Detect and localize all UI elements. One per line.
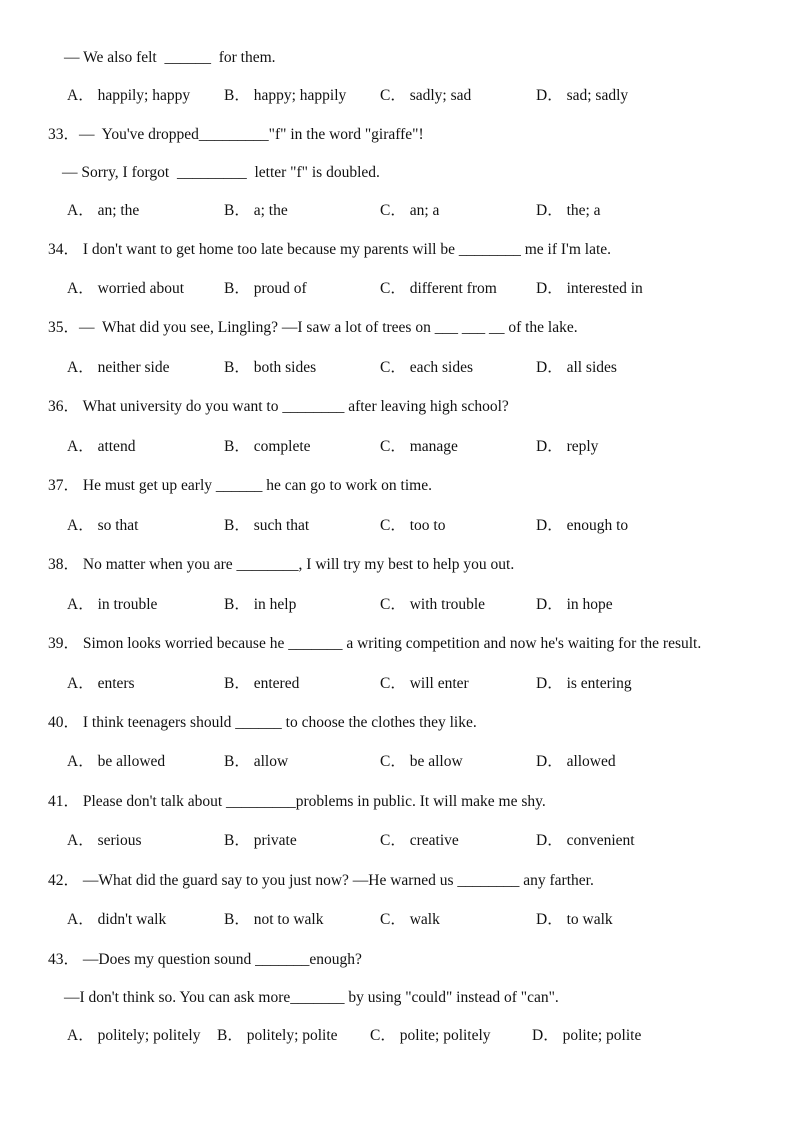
q33-option-b: B． a; the (224, 202, 288, 219)
question-32-dialogue-line: — We also felt ______ for them. (64, 49, 276, 66)
q43-option-b: B． politely; polite (217, 1027, 338, 1044)
question-36-stem: 36． What university do you want to ________ after leaving high school? (48, 398, 509, 415)
q34-option-b: B． proud of (224, 280, 307, 297)
q42-option-c: C． walk (380, 911, 440, 928)
q39-option-c: C． will enter (380, 675, 469, 692)
q43-option-d: D． polite; polite (532, 1027, 642, 1044)
q32-option-d: D． sad; sadly (536, 87, 629, 104)
q39-option-b: B． entered (224, 675, 300, 692)
q40-option-b: B． allow (224, 753, 289, 770)
q33-option-d: D． the; a (536, 202, 601, 219)
q37-option-c: C． too to (380, 517, 446, 534)
q37-option-b: B． such that (224, 517, 310, 534)
q34-option-a: A． worried about (67, 280, 185, 297)
q42-option-d: D． to walk (536, 911, 613, 928)
q35-option-d: D． all sides (536, 359, 617, 376)
q37-option-a: A． so that (67, 517, 139, 534)
q32-option-c: C． sadly; sad (380, 87, 472, 104)
q41-option-c: C． creative (380, 832, 459, 849)
q32-option-a: A． happily; happy (67, 87, 191, 104)
question-40-stem: 40． I think teenagers should ______ to choose the clothes they like. (48, 714, 477, 731)
q38-option-a: A． in trouble (67, 596, 158, 613)
question-43-stem: 43． —Does my question sound _______enough? (48, 951, 362, 968)
question-37-stem: 37． He must get up early ______ he can go to work on time. (48, 477, 432, 494)
q34-option-c: C． different from (380, 280, 497, 297)
q36-option-d: D． reply (536, 438, 599, 455)
question-33-stem: 33．— You've dropped_________"f" in the word "giraffe"! (48, 126, 424, 143)
q39-option-d: D． is entering (536, 675, 632, 692)
q42-option-b: B． not to walk (224, 911, 324, 928)
q36-option-c: C． manage (380, 438, 458, 455)
question-34-stem: 34． I don't want to get home too late because my parents will be ________ me if I'm late. (48, 241, 612, 258)
q33-option-a: A． an; the (67, 202, 140, 219)
q43-option-a: A． politely; politely (67, 1027, 201, 1044)
q40-option-a: A． be allowed (67, 753, 166, 770)
question-38-stem: 38． No matter when you are ________, I will try my best to help you out. (48, 556, 515, 573)
q39-option-a: A． enters (67, 675, 135, 692)
q42-option-a: A． didn't walk (67, 911, 167, 928)
q33-option-c: C． an; a (380, 202, 440, 219)
q41-option-a: A． serious (67, 832, 142, 849)
q41-option-b: B． private (224, 832, 297, 849)
q41-option-d: D． convenient (536, 832, 635, 849)
question-35-stem: 35．— What did you see, Lingling? —I saw a lot of trees on ___ ___ __ of the lake. (48, 319, 578, 336)
question-43-response: —I don't think so. You can ask more_______ by using "could" instead of "can". (64, 989, 559, 1006)
q36-option-a: A． attend (67, 438, 136, 455)
question-42-stem: 42． —What did the guard say to you just now? —He warned us ________ any farther. (48, 872, 594, 889)
q37-option-d: D． enough to (536, 517, 629, 534)
q34-option-d: D． interested in (536, 280, 643, 297)
q36-option-b: B． complete (224, 438, 311, 455)
q43-option-c: C． polite; politely (370, 1027, 491, 1044)
q38-option-c: C． with trouble (380, 596, 486, 613)
q32-option-b: B． happy; happily (224, 87, 347, 104)
q40-option-d: D． allowed (536, 753, 616, 770)
q38-option-d: D． in hope (536, 596, 613, 613)
q35-option-c: C． each sides (380, 359, 473, 376)
q35-option-a: A． neither side (67, 359, 170, 376)
q40-option-c: C． be allow (380, 753, 463, 770)
q38-option-b: B． in help (224, 596, 297, 613)
q35-option-b: B． both sides (224, 359, 317, 376)
question-39-stem: 39． Simon looks worried because he _______ a writing competition and now he's waiting for the result. (48, 635, 702, 652)
question-33-response: — Sorry, I forgot _________ letter "f" is doubled. (62, 164, 380, 181)
question-41-stem: 41． Please don't talk about _________problems in public. It will make me shy. (48, 793, 546, 810)
